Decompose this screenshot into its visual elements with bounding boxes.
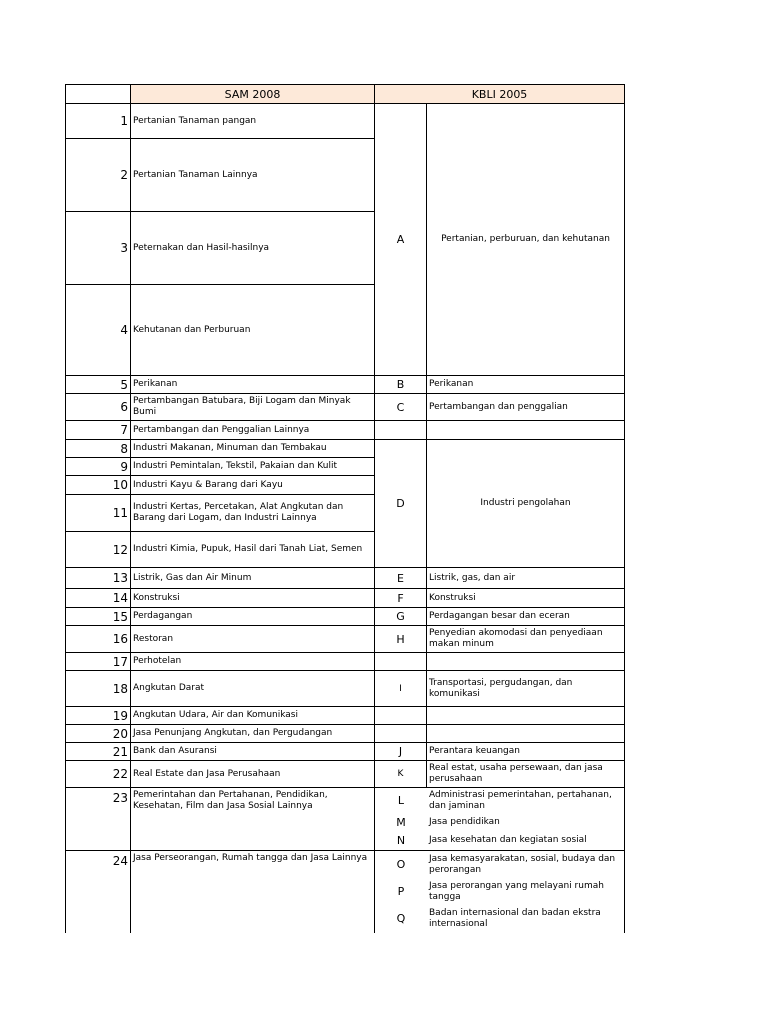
row-number: 8 <box>66 440 131 458</box>
kbli-description: Konstruksi <box>427 589 625 608</box>
kbli-code: J <box>375 743 427 761</box>
sector-name: Bank dan Asuransi <box>131 743 375 761</box>
kbli-description: Badan internasional dan badan ekstra internasional <box>429 907 601 929</box>
table-row <box>66 104 625 139</box>
kbli-description: Perantara keuangan <box>427 743 625 761</box>
row-number: 13 <box>66 568 131 589</box>
kbli-code: P <box>397 885 405 898</box>
empty-cell <box>427 707 625 725</box>
kbli-item <box>375 851 624 878</box>
row-number: 4 <box>66 285 131 376</box>
empty-cell <box>427 725 625 743</box>
kbli-description: Jasa kesehatan dan kegiatan sosial <box>429 834 587 845</box>
sector-name: Kehutanan dan Perburuan <box>131 285 375 376</box>
kbli-group-opq <box>375 851 625 933</box>
kbli-description: Pertanian, perburuan, dan kehutanan <box>427 104 625 376</box>
row-number: 9 <box>66 458 131 476</box>
row-number: 5 <box>66 376 131 394</box>
kbli-description: Jasa pendidikan <box>429 816 500 827</box>
sector-name: Pertambangan dan Penggalian Lainnya <box>131 421 375 440</box>
table-row <box>66 568 625 589</box>
kbli-description: Industri pengolahan <box>427 440 625 568</box>
sector-name: Real Estate dan Jasa Perusahaan <box>131 761 375 788</box>
sector-name: Listrik, Gas dan Air Minum <box>131 568 375 589</box>
sector-name: Pertanian Tanaman Lainnya <box>131 139 375 212</box>
sector-name: Angkutan Darat <box>131 671 375 707</box>
row-number: 19 <box>66 707 131 725</box>
row-number: 1 <box>66 104 131 139</box>
kbli-code: M <box>396 815 406 829</box>
empty-cell <box>375 653 427 671</box>
sector-name: Jasa Penunjang Angkutan, dan Pergudangan <box>131 725 375 743</box>
empty-cell <box>375 707 427 725</box>
kbli-code: A <box>375 104 427 376</box>
kbli-description: Real estat, usaha persewaan, dan jasa perusahaan <box>427 761 625 788</box>
sector-name: Konstruksi <box>131 589 375 608</box>
row-number: 23 <box>66 788 131 851</box>
table-row <box>66 626 625 653</box>
empty-cell <box>375 725 427 743</box>
row-number: 12 <box>66 532 131 568</box>
table-row <box>66 743 625 761</box>
empty-cell <box>375 421 427 440</box>
empty-cell <box>427 653 625 671</box>
kbli-code: I <box>375 671 427 707</box>
table-row <box>66 440 625 458</box>
table-row <box>66 671 625 707</box>
kbli-description: Perikanan <box>427 376 625 394</box>
classification-table <box>65 84 624 933</box>
row-number: 20 <box>66 725 131 743</box>
sector-name: Industri Kayu & Barang dari Kayu <box>131 476 375 495</box>
kbli-header: KBLI 2005 <box>375 85 625 104</box>
kbli-description: Jasa kemasyarakatan, sosial, budaya dan perorangan <box>429 853 616 875</box>
kbli-description: Listrik, gas, dan air <box>427 568 625 589</box>
kbli-code: K <box>375 761 427 788</box>
row-number: 10 <box>66 476 131 495</box>
kbli-description: Pertambangan dan penggalian <box>427 394 625 421</box>
kbli-description: Jasa perorangan yang melayani rumah tangga <box>429 880 604 902</box>
kbli-code: B <box>375 376 427 394</box>
row-number: 3 <box>66 212 131 285</box>
row-number: 2 <box>66 139 131 212</box>
table-row <box>66 608 625 626</box>
row-number: 24 <box>66 851 131 933</box>
kbli-description: Perdagangan besar dan eceran <box>427 608 625 626</box>
sector-name: Industri Makanan, Minuman dan Tembakau <box>131 440 375 458</box>
sector-name: Angkutan Udara, Air dan Komunikasi <box>131 707 375 725</box>
row-number: 22 <box>66 761 131 788</box>
kbli-item <box>375 831 624 849</box>
row-number: 21 <box>66 743 131 761</box>
kbli-description: Administrasi pemerintahan, pertahanan, dan jaminan <box>429 789 612 811</box>
table-row <box>66 653 625 671</box>
table-row <box>66 394 625 421</box>
kbli-description: Penyedian akomodasi dan penyediaan makan minum <box>427 626 625 653</box>
sector-name: Peternakan dan Hasil-hasilnya <box>131 212 375 285</box>
kbli-item <box>375 788 624 813</box>
kbli-code: H <box>375 626 427 653</box>
kbli-item <box>375 878 624 905</box>
table-row <box>66 376 625 394</box>
row-number: 18 <box>66 671 131 707</box>
table-row <box>66 788 625 851</box>
table-row <box>66 589 625 608</box>
sam-header: SAM 2008 <box>131 85 375 104</box>
kbli-code: E <box>375 568 427 589</box>
row-number: 16 <box>66 626 131 653</box>
kbli-code: C <box>375 394 427 421</box>
row-number: 17 <box>66 653 131 671</box>
table-row <box>66 761 625 788</box>
kbli-group-lmn <box>375 788 625 851</box>
sector-name: Perhotelan <box>131 653 375 671</box>
kbli-description: Transportasi, pergudangan, dan komunikasi <box>427 671 625 707</box>
sector-name: Restoran <box>131 626 375 653</box>
kbli-item <box>375 813 624 831</box>
sector-name: Pemerintahan dan Pertahanan, Pendidikan, Kesehatan, Film dan Jasa Sosial Lainnya <box>131 788 375 851</box>
kbli-item <box>375 905 624 932</box>
row-number: 14 <box>66 589 131 608</box>
sector-name: Pertambangan Batubara, Biji Logam dan Minyak Bumi <box>131 394 375 421</box>
kbli-code: G <box>375 608 427 626</box>
blank-header-cell <box>66 85 131 104</box>
table-row <box>66 725 625 743</box>
table-row <box>66 707 625 725</box>
sam-kbli-table <box>65 84 625 933</box>
header-row <box>66 85 625 104</box>
sector-name: Industri Pemintalan, Tekstil, Pakaian dan Kulit <box>131 458 375 476</box>
kbli-code: F <box>375 589 427 608</box>
row-number: 15 <box>66 608 131 626</box>
kbli-code: L <box>397 794 405 807</box>
table-row <box>66 421 625 440</box>
sector-name: Perdagangan <box>131 608 375 626</box>
row-number: 11 <box>66 495 131 532</box>
sector-name: Industri Kertas, Percetakan, Alat Angkutan dan Barang dari Logam, dan Industri Lainnya <box>131 495 375 532</box>
row-number: 7 <box>66 421 131 440</box>
row-number: 6 <box>66 394 131 421</box>
empty-cell <box>427 421 625 440</box>
sector-name: Industri Kimia, Pupuk, Hasil dari Tanah Liat, Semen <box>131 532 375 568</box>
sector-name: Perikanan <box>131 376 375 394</box>
sector-name: Jasa Perseorangan, Rumah tangga dan Jasa Lainnya <box>131 851 375 933</box>
kbli-code: Q <box>396 912 406 925</box>
sector-name: Pertanian Tanaman pangan <box>131 104 375 139</box>
kbli-code: O <box>396 858 406 871</box>
kbli-code: D <box>375 440 427 568</box>
kbli-code: N <box>396 833 406 847</box>
table-row <box>66 851 625 933</box>
